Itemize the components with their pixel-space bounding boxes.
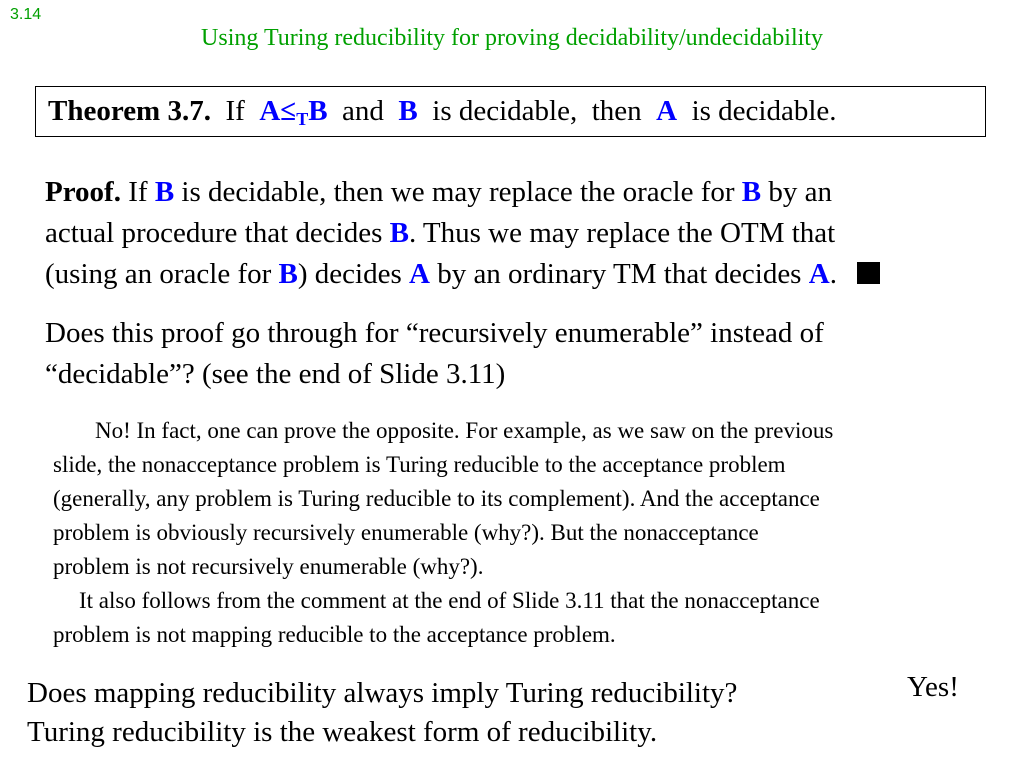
leq-symbol: ≤ bbox=[280, 95, 297, 127]
theorem-box bbox=[35, 86, 986, 137]
proof-text: If bbox=[128, 176, 148, 208]
proof-text: actual procedure that decides bbox=[45, 217, 383, 249]
proof-text: is decidable, then we may replace the oracle for bbox=[181, 176, 735, 208]
theorem-set-b: B bbox=[308, 95, 328, 127]
answer-line: problem is not mapping reducible to the acceptance problem. bbox=[53, 622, 616, 647]
theorem-set-a-2: A bbox=[656, 95, 678, 127]
theorem-label: Theorem 3.7. bbox=[48, 95, 211, 127]
proof-text: ) decides bbox=[297, 258, 402, 290]
answer-line: slide, the nonacceptance problem is Turing reducible to the acceptance problem bbox=[53, 452, 786, 477]
answer-paragraph bbox=[53, 414, 1018, 652]
slide-title: Using Turing reducibility for proving decidability/undecidability bbox=[201, 25, 823, 51]
proof-label: Proof. bbox=[45, 176, 121, 208]
proof-set-a: A bbox=[808, 258, 830, 290]
final-question: Does mapping reducibility always imply Turing reducibility? bbox=[27, 677, 738, 709]
proof-set-b: B bbox=[741, 176, 762, 208]
final-paragraph bbox=[27, 674, 907, 752]
proof-set-b: B bbox=[154, 176, 175, 208]
question-line: “decidable”? (see the end of Slide 3.11) bbox=[45, 358, 506, 390]
proof-set-a: A bbox=[408, 258, 430, 290]
proof-paragraph bbox=[45, 172, 1020, 295]
proof-line-1 bbox=[45, 172, 1020, 213]
theorem-if: If bbox=[225, 95, 245, 127]
slide-number: 3.14 bbox=[10, 6, 42, 23]
proof-text: . Thus we may replace the OTM that bbox=[408, 217, 836, 249]
proof-set-b: B bbox=[278, 258, 298, 290]
answer-line: No! In fact, one can prove the opposite. For example, as we saw on the previous bbox=[95, 418, 834, 443]
proof-text: . bbox=[829, 258, 837, 290]
proof-text: (using an oracle for bbox=[45, 258, 272, 290]
final-statement: Turing reducibility is the weakest form of reducibility. bbox=[27, 716, 658, 748]
turing-subscript: T bbox=[296, 109, 309, 129]
theorem-set-b-2: B bbox=[398, 95, 418, 127]
proof-text: by an bbox=[768, 176, 833, 208]
question-line: Does this proof go through for “recursively enumerable” instead of bbox=[45, 317, 824, 349]
answer-line: It also follows from the comment at the end of Slide 3.11 that the nonacceptance bbox=[79, 588, 820, 613]
theorem-conclusion: is decidable. bbox=[691, 95, 837, 127]
qed-square-icon bbox=[857, 262, 880, 284]
theorem-middle-text: is decidable, then bbox=[432, 95, 642, 127]
theorem-set-a: A bbox=[259, 95, 281, 127]
proof-set-b: B bbox=[389, 217, 409, 249]
answer-line: (generally, any problem is Turing reducible to its complement). And the acceptance bbox=[53, 486, 820, 511]
answer-line: problem is not recursively enumerable (why?). bbox=[53, 554, 484, 579]
answer-line: problem is obviously recursively enumerable (why?). But the nonacceptance bbox=[53, 520, 759, 545]
question-paragraph bbox=[45, 313, 1020, 395]
proof-text: by an ordinary TM that decides bbox=[437, 258, 802, 290]
theorem-and: and bbox=[342, 95, 384, 127]
proof-line-2 bbox=[45, 213, 1020, 254]
yes-answer: Yes! bbox=[907, 671, 959, 703]
proof-line-3 bbox=[45, 254, 1020, 295]
